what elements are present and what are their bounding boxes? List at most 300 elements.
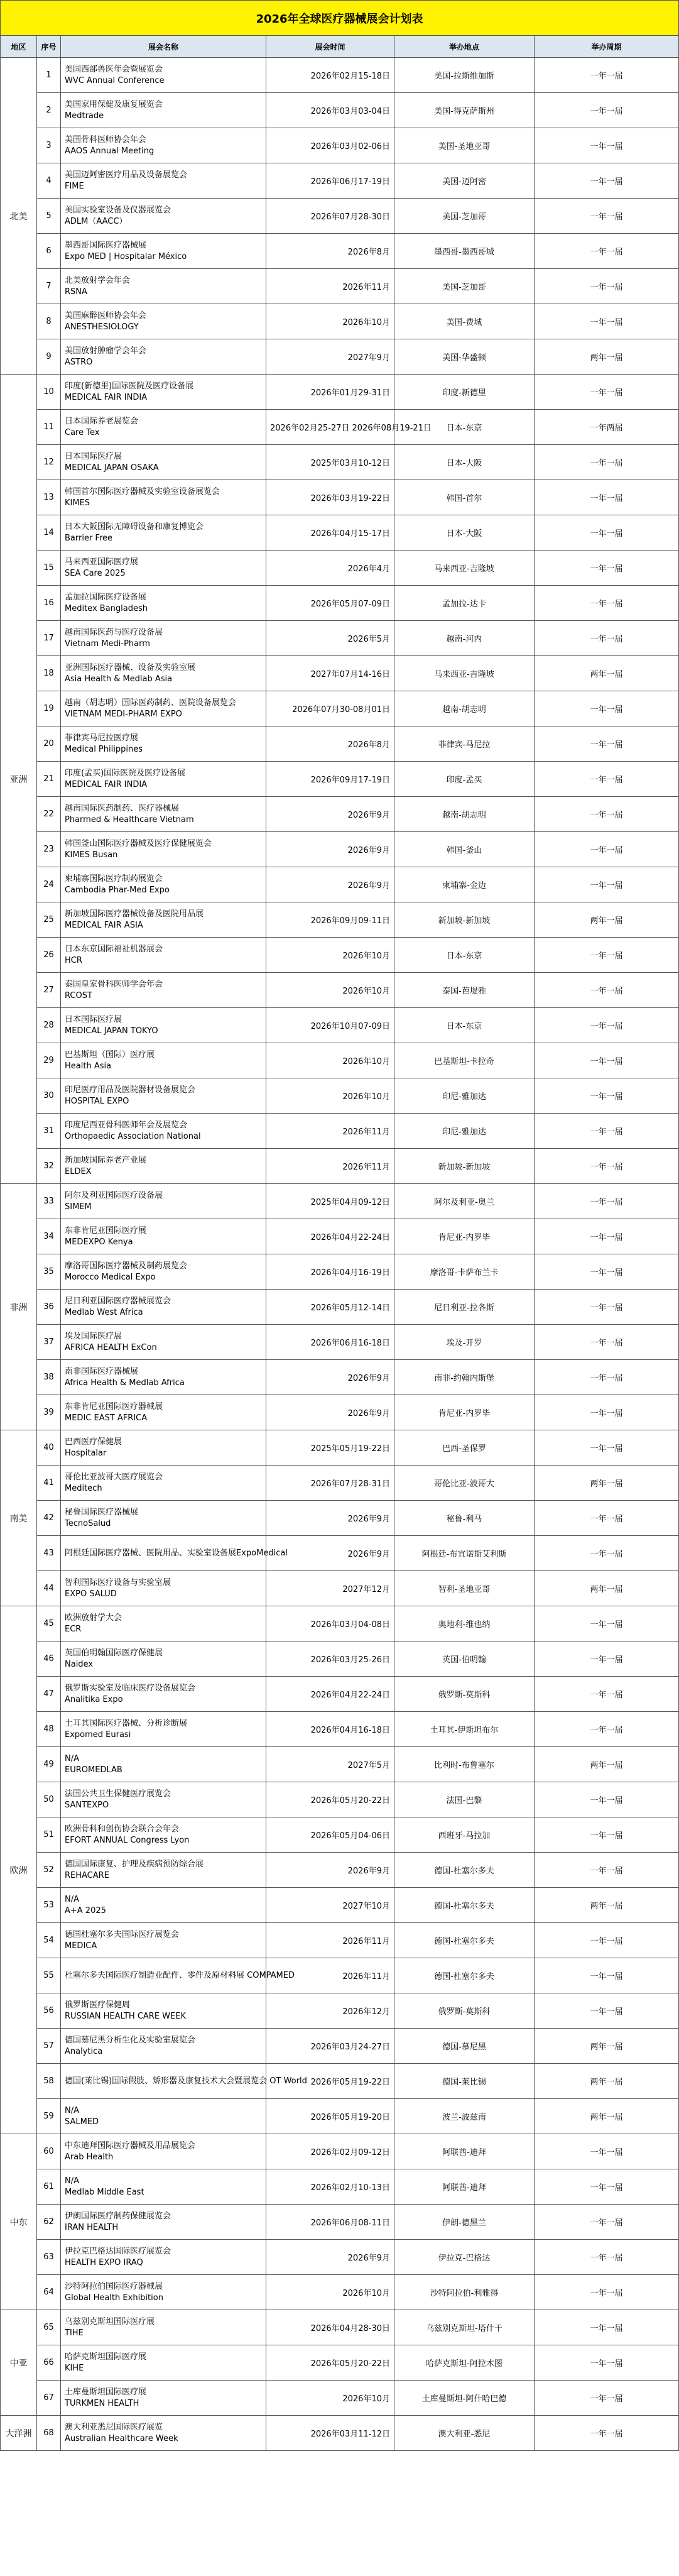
exhibition-location: 美国-华盛顿 [394,339,535,375]
table-row [1,58,679,93]
region-cell: 中东 [1,2134,37,2310]
exhibition-location: 印度-新德里 [394,375,535,410]
row-number: 43 [37,1536,61,1571]
exhibition-name-cn: 越南（胡志明）国际医药制药、医院设备展览会 [65,698,237,708]
exhibition-name-en: SEA Care 2025 [65,568,126,578]
exhibition-name-en: WVC Annual Conference [65,75,165,85]
table-row [1,1290,679,1325]
exhibition-cycle: 两年一届 [535,656,679,691]
page-title: 2026年全球医疗器械展会计划表 [1,1,679,36]
exhibition-name-cn: 秘鲁国际医疗器械展 [65,1507,139,1517]
exhibition-name-cn: 美国骨科医师协会年会 [65,134,147,145]
exhibition-name [61,1712,266,1747]
table-row [1,339,679,375]
exhibition-name [61,1254,266,1290]
exhibition-cycle: 一年一届 [535,1642,679,1677]
exhibition-date: 2026年09月17-19日 [266,762,394,797]
exhibition-name-en: IRAN HEALTH [65,2222,119,2232]
exhibition-name [61,199,266,234]
exhibition-cycle: 一年一届 [535,1114,679,1149]
table-row [1,1958,679,1993]
row-number: 7 [37,269,61,304]
exhibition-location: 土库曼斯坦-阿什哈巴德 [394,2381,535,2416]
exhibition-name-en: Africa Health & Medlab Africa [65,1378,185,1388]
table-row [1,2099,679,2134]
exhibition-date: 2026年03月25-26日 [266,1642,394,1677]
exhibition-name [61,1290,266,1325]
exhibition-name-en: MEDICAL JAPAN OSAKA [65,463,159,473]
exhibition-location: 俄罗斯-莫斯科 [394,1993,535,2029]
exhibition-name-en: TecnoSalud [65,1518,111,1528]
exhibition-location: 菲律宾-马尼拉 [394,726,535,762]
exhibition-name-en: REHACARE [65,1870,109,1880]
exhibition-name-en: EUROMEDLAB [65,1765,122,1775]
exhibition-name-en: Expomed Eurasi [65,1729,131,1740]
exhibition-date: 2025年05月19-22日 [266,1430,394,1466]
row-number: 12 [37,445,61,480]
row-number: 46 [37,1642,61,1677]
exhibition-cycle: 一年一届 [535,128,679,163]
exhibition-name-cn: 埃及国际医疗展 [65,1331,122,1341]
exhibition-name [61,797,266,832]
exhibition-cycle: 一年一届 [535,199,679,234]
header-name: 展会名称 [61,36,266,58]
exhibition-cycle: 两年一届 [535,2099,679,2134]
exhibition-name-en: KIMES Busan [65,850,118,860]
exhibition-date: 2026年11月 [266,1114,394,1149]
exhibition-name [61,1325,266,1360]
exhibition-date: 2026年01月29-31日 [266,375,394,410]
exhibition-date: 2026年05月12-14日 [266,1290,394,1325]
exhibition-date: 2026年10月 [266,304,394,339]
exhibition-name-en: Care Tex [65,427,100,437]
exhibition-date: 2026年07月28-30日 [266,199,394,234]
row-number: 23 [37,832,61,867]
row-number: 59 [37,2099,61,2134]
exhibition-name-cn: 菲律宾马尼拉医疗展 [65,733,139,743]
table-row [1,1043,679,1078]
exhibition-location: 秘鲁-利马 [394,1501,535,1536]
exhibition-name-cn: 韩国首尔国际医疗器械及实验室设备展览会 [65,486,220,496]
row-number: 9 [37,339,61,375]
exhibition-date: 2027年9月 [266,339,394,375]
exhibition-cycle: 一年一届 [535,691,679,726]
exhibition-date: 2026年04月28-30日 [266,2310,394,2345]
exhibition-name-cn: 印度尼西亚骨科医师年会及展览会 [65,1120,188,1130]
exhibition-name-cn: 东非肯尼亚国际医疗器械展 [65,1401,163,1411]
table-row [1,1536,679,1571]
exhibition-cycle: 一年一届 [535,1853,679,1888]
row-number: 45 [37,1606,61,1642]
exhibition-name-cn: 伊朗国际医疗制药保健展览会 [65,2211,171,2221]
row-number: 21 [37,762,61,797]
table-row [1,2134,679,2169]
exhibition-cycle: 一年一届 [535,93,679,128]
exhibition-name-en: SANTEXPO [65,1800,109,1810]
exhibition-name [61,58,266,93]
exhibition-location: 德国-杜塞尔多夫 [394,1958,535,1993]
exhibition-date: 2026年03月19-22日 [266,480,394,515]
exhibition-name-cn: 美国放射肿瘤学会年会 [65,346,147,356]
exhibition-name-en: Orthopaedic Association National [65,1131,201,1141]
exhibition-cycle: 一年一届 [535,1817,679,1853]
exhibition-date: 2026年03月02-06日 [266,128,394,163]
exhibition-name-cn: 美国麻醉医师协会年会 [65,310,147,321]
row-number: 4 [37,163,61,199]
exhibition-name-en: ANESTHESIOLOGY [65,322,139,332]
region-cell: 中亚 [1,2310,37,2416]
table-row [1,480,679,515]
exhibition-cycle: 一年一届 [535,797,679,832]
exhibition-name-cn: 土耳其国际医疗器械、分析诊断展 [65,1718,188,1728]
exhibition-name-en: Analytica [65,2046,103,2056]
exhibition-location: 美国-芝加哥 [394,199,535,234]
exhibition-location: 比利时-布鲁塞尔 [394,1747,535,1782]
exhibition-location: 美国-迈阿密 [394,163,535,199]
table-row [1,1466,679,1501]
exhibition-location: 英国-伯明翰 [394,1642,535,1677]
exhibition-date: 2026年8月 [266,234,394,269]
header-location: 举办地点 [394,36,535,58]
exhibition-location: 波兰-波兹南 [394,2099,535,2134]
exhibition-name-en: AAOS Annual Meeting [65,146,155,156]
table-body [1,58,679,2451]
exhibition-name-en: Cambodia Phar-Med Expo [65,885,170,895]
exhibition-cycle: 一年一届 [535,586,679,621]
exhibition-location: 俄罗斯-莫斯科 [394,1677,535,1712]
exhibition-date: 2026年02月09-12日 [266,2134,394,2169]
exhibition-name-en: ECR [65,1624,82,1634]
table-row [1,2029,679,2064]
exhibition-date: 2026年03月03-04日 [266,93,394,128]
exhibition-location: 肯尼亚-内罗毕 [394,1219,535,1254]
exhibition-name-en: SALMED [65,2117,99,2127]
exhibition-location: 日本-大阪 [394,515,535,551]
row-number: 28 [37,1008,61,1043]
table-row [1,1853,679,1888]
exhibition-name-cn: 新加坡国际养老产业展 [65,1155,147,1165]
exhibition-name-cn: 阿根廷国际医疗器械、医院用品、实验室设备展ExpoMedical [65,1548,288,1558]
exhibition-name [61,2099,266,2134]
exhibition-name [61,2345,266,2381]
exhibition-name [61,128,266,163]
exhibition-date: 2026年04月22-24日 [266,1677,394,1712]
exhibition-name-cn: 德国国际康复、护理及疾病预防综合展 [65,1859,204,1869]
exhibition-location: 尼日利亚-拉各斯 [394,1290,535,1325]
region-cell: 北美 [1,58,37,375]
table-row [1,1923,679,1958]
exhibition-name [61,973,266,1008]
exhibition-name-cn: 阿尔及利亚国际医疗设备展 [65,1190,163,1200]
exhibition-date: 2026年9月 [266,867,394,902]
table-row [1,199,679,234]
exhibition-date: 2026年10月 [266,938,394,973]
row-number: 50 [37,1782,61,1817]
table-row [1,515,679,551]
table-row [1,726,679,762]
exhibition-date: 2026年06月17-19日 [266,163,394,199]
exhibition-date: 2026年9月 [266,1395,394,1430]
exhibition-name [61,1747,266,1782]
table-row [1,586,679,621]
exhibition-cycle: 两年一届 [535,1466,679,1501]
exhibition-cycle: 一年一届 [535,2205,679,2240]
exhibition-date: 2026年04月16-19日 [266,1254,394,1290]
row-number: 55 [37,1958,61,1993]
exhibition-cycle: 一年一届 [535,2275,679,2310]
row-number: 39 [37,1395,61,1430]
exhibition-name-cn: 美国西部兽医年会暨展览会 [65,64,163,74]
exhibition-name-cn: 英国伯明翰国际医疗保健展 [65,1648,163,1658]
table-row [1,1501,679,1536]
exhibition-date: 2026年07月28-31日 [266,1466,394,1501]
exhibition-name-en: MEDEXPO Kenya [65,1237,133,1247]
row-number: 11 [37,410,61,445]
exhibition-name-en: EXPO SALUD [65,1589,117,1599]
table-row [1,163,679,199]
exhibition-name-cn: 墨西哥国际医疗器械展 [65,240,147,250]
exhibition-date: 2026年10月 [266,1078,394,1114]
exhibition-location: 德国-杜塞尔多夫 [394,1853,535,1888]
exhibition-name-en: KIMES [65,498,90,508]
row-number: 67 [37,2381,61,2416]
exhibition-name [61,304,266,339]
exhibition-location: 新加坡-新加坡 [394,1149,535,1184]
exhibition-name-en: KIHE [65,2363,84,2373]
exhibition-location: 阿联酋-迪拜 [394,2134,535,2169]
exhibition-date: 2026年9月 [266,1536,394,1571]
exhibition-location: 西班牙-马拉加 [394,1817,535,1853]
table-row [1,2381,679,2416]
exhibition-location: 日本-东京 [394,938,535,973]
table-row [1,1747,679,1782]
exhibition-location: 泰国-芭堤雅 [394,973,535,1008]
row-number: 41 [37,1466,61,1501]
region-cell: 亚洲 [1,375,37,1184]
exhibition-name-en: VIETNAM MEDI-PHARM EXPO [65,709,182,719]
exhibition-location: 美国-得克萨斯州 [394,93,535,128]
exhibition-name-en: Global Health Exhibition [65,2293,163,2303]
exhibition-name-cn: 德国杜塞尔多夫国际医疗展览会 [65,1929,180,1939]
exhibition-location: 阿联酋-迪拜 [394,2169,535,2205]
exhibition-cycle: 一年一届 [535,1606,679,1642]
row-number: 36 [37,1290,61,1325]
exhibition-name [61,163,266,199]
exhibition-location: 法国-巴黎 [394,1782,535,1817]
exhibition-name-cn: 巴基斯坦（国际）医疗展 [65,1050,155,1060]
exhibition-location: 巴西-圣保罗 [394,1430,535,1466]
exhibition-name [61,867,266,902]
exhibition-name-en: FIME [65,181,84,191]
exhibition-date: 2026年11月 [266,269,394,304]
exhibition-name-cn: 越南国际医药与医疗设备展 [65,627,163,637]
exhibition-date: 2026年10月 [266,2275,394,2310]
exhibition-cycle: 一年一届 [535,1536,679,1571]
exhibition-location: 柬埔寨-金边 [394,867,535,902]
table-row [1,832,679,867]
exhibition-name-cn: 日本大阪国际无障碍设备和康复博览会 [65,522,204,532]
exhibition-name-cn: 东非肯尼亚国际医疗展 [65,1225,147,1236]
row-number: 34 [37,1219,61,1254]
exhibition-date: 2026年9月 [266,1360,394,1395]
table-row [1,1149,679,1184]
region-cell: 南美 [1,1430,37,1606]
exhibition-name-cn: 泰国皇家骨科医师学会年会 [65,979,163,989]
exhibition-location: 德国-慕尼黑 [394,2029,535,2064]
exhibition-name [61,1888,266,1923]
header-cycle: 举办周期 [535,36,679,58]
exhibition-cycle: 一年一届 [535,1677,679,1712]
exhibition-cycle: 两年一届 [535,339,679,375]
exhibition-date: 2026年03月24-27日 [266,2029,394,2064]
exhibition-location: 德国-杜塞尔多夫 [394,1888,535,1923]
row-number: 35 [37,1254,61,1290]
exhibition-location: 肯尼亚-内罗毕 [394,1395,535,1430]
exhibition-cycle: 一年一届 [535,1782,679,1817]
table-row [1,973,679,1008]
exhibition-name [61,2134,266,2169]
table-row [1,1782,679,1817]
exhibition-name [61,1149,266,1184]
exhibition-name-en: SIMEM [65,1202,92,1212]
exhibition-name [61,691,266,726]
exhibition-cycle: 一年一届 [535,1184,679,1219]
exhibition-name-en: Health Asia [65,1061,112,1071]
header-date: 展会时间 [266,36,394,58]
row-number: 61 [37,2169,61,2205]
exhibition-cycle: 两年一届 [535,2064,679,2099]
table-row [1,551,679,586]
exhibition-date: 2026年8月 [266,726,394,762]
table-row [1,269,679,304]
exhibition-name-cn: 智利国际医疗设备与实验室展 [65,1577,171,1587]
exhibition-name-en: MEDICAL FAIR INDIA [65,779,148,789]
exhibition-name [61,410,266,445]
exhibition-date: 2026年02月10-13日 [266,2169,394,2205]
exhibition-cycle: 一年一届 [535,515,679,551]
exhibition-name-en: AFRICA HEALTH ExCon [65,1342,157,1352]
row-number: 26 [37,938,61,973]
exhibition-date: 2026年06月16-18日 [266,1325,394,1360]
exhibition-name-cn: 俄罗斯医疗保健周 [65,2000,131,2010]
exhibition-cycle: 一年一届 [535,2381,679,2416]
exhibition-cycle: 一年一届 [535,973,679,1008]
exhibition-location: 印尼-雅加达 [394,1078,535,1114]
exhibition-cycle: 一年一届 [535,832,679,867]
row-number: 47 [37,1677,61,1712]
exhibition-date: 2026年05月20-22日 [266,1782,394,1817]
exhibition-date: 2026年09月09-11日 [266,902,394,938]
exhibition-date: 2026年9月 [266,2240,394,2275]
row-number: 53 [37,1888,61,1923]
exhibition-name-en: Expo MED | Hospitalar México [65,251,187,261]
exhibition-name [61,938,266,973]
exhibition-name [61,1395,266,1430]
exhibition-location: 智利-圣地亚哥 [394,1571,535,1606]
exhibition-location: 南非-约翰内斯堡 [394,1360,535,1395]
exhibition-date: 2026年12月 [266,1993,394,2029]
exhibition-cycle: 一年一届 [535,1290,679,1325]
exhibition-date: 2026年9月 [266,797,394,832]
exhibition-location: 哈萨克斯坦-阿拉木图 [394,2345,535,2381]
exhibition-name-en: ELDEX [65,1166,92,1176]
exhibition-name [61,445,266,480]
table-row [1,691,679,726]
exhibition-location: 美国-拉斯维加斯 [394,58,535,93]
row-number: 32 [37,1149,61,1184]
row-number: 51 [37,1817,61,1853]
exhibition-name-cn: 新加坡国际医疗器械设备及医院用品展 [65,909,204,919]
row-number: 1 [37,58,61,93]
exhibition-name-cn: 尼日利亚国际医疗器械展览会 [65,1296,171,1306]
exhibition-name [61,551,266,586]
exhibition-name-en: Australian Healthcare Week [65,2433,178,2443]
exhibition-name-cn: 亚洲国际医疗器械、设备及实验室展 [65,662,196,672]
exhibition-name-en: RCOST [65,990,92,1000]
exhibition-name-cn: N/A [65,2176,79,2186]
table-row [1,1184,679,1219]
exhibition-name-en: HEALTH EXPO IRAQ [65,2257,143,2267]
exhibition-location: 美国-圣地亚哥 [394,128,535,163]
exhibition-name [61,1642,266,1677]
exhibition-name [61,2240,266,2275]
exhibition-name-en: TURKMEN HEALTH [65,2398,139,2408]
exhibition-cycle: 一年一届 [535,58,679,93]
row-number: 58 [37,2064,61,2099]
exhibition-name-cn: 欧洲骨科和创伤协会联合会年会 [65,1824,180,1834]
exhibition-cycle: 一年一届 [535,621,679,656]
exhibition-location: 乌兹别克斯坦-塔什干 [394,2310,535,2345]
table-row [1,1888,679,1923]
exhibition-name-cn: N/A [65,2105,79,2115]
exhibition-location: 巴基斯坦-卡拉奇 [394,1043,535,1078]
exhibition-name-cn: 杜塞尔多夫国际医疗制造业配件、零件及原材料展 COMPAMED [65,1970,295,1980]
row-number: 19 [37,691,61,726]
table-row [1,2275,679,2310]
row-number: 14 [37,515,61,551]
row-number: 57 [37,2029,61,2064]
exhibition-cycle: 一年一届 [535,1395,679,1430]
header-number: 序号 [37,36,61,58]
exhibition-name-cn: 法国公共卫生保健医疗展览会 [65,1789,171,1799]
exhibition-name [61,1993,266,2029]
exhibition-date: 2026年04月16-18日 [266,1712,394,1747]
table-row [1,445,679,480]
exhibition-date: 2026年4月 [266,551,394,586]
exhibition-name-cn: 美国迈阿密医疗用品及设备展览会 [65,170,188,180]
exhibition-cycle: 一年一届 [535,1078,679,1114]
exhibition-name-cn: 越南国际医药制药、医疗器械展 [65,803,180,813]
table-row [1,128,679,163]
exhibition-cycle: 一年一届 [535,234,679,269]
table-row [1,762,679,797]
exhibition-name-cn: 美国实验室设备及仪器展览会 [65,205,171,215]
exhibition-cycle: 一年一届 [535,1360,679,1395]
exhibition-name [61,2029,266,2064]
exhibition-name-cn: 欧洲放射学大会 [65,1613,122,1623]
exhibition-cycle: 一年一届 [535,1219,679,1254]
table-row [1,93,679,128]
exhibition-name-en: TIHE [65,2328,84,2338]
exhibition-cycle: 两年一届 [535,902,679,938]
exhibition-name-en: Vietnam Medi-Pharm [65,639,150,649]
row-number: 65 [37,2310,61,2345]
exhibition-date: 2025年03月10-12日 [266,445,394,480]
exhibition-location: 墨西哥-墨西哥城 [394,234,535,269]
exhibition-name [61,1219,266,1254]
exhibition-name-cn: 孟加拉国际医疗设备展 [65,592,147,602]
row-number: 66 [37,2345,61,2381]
